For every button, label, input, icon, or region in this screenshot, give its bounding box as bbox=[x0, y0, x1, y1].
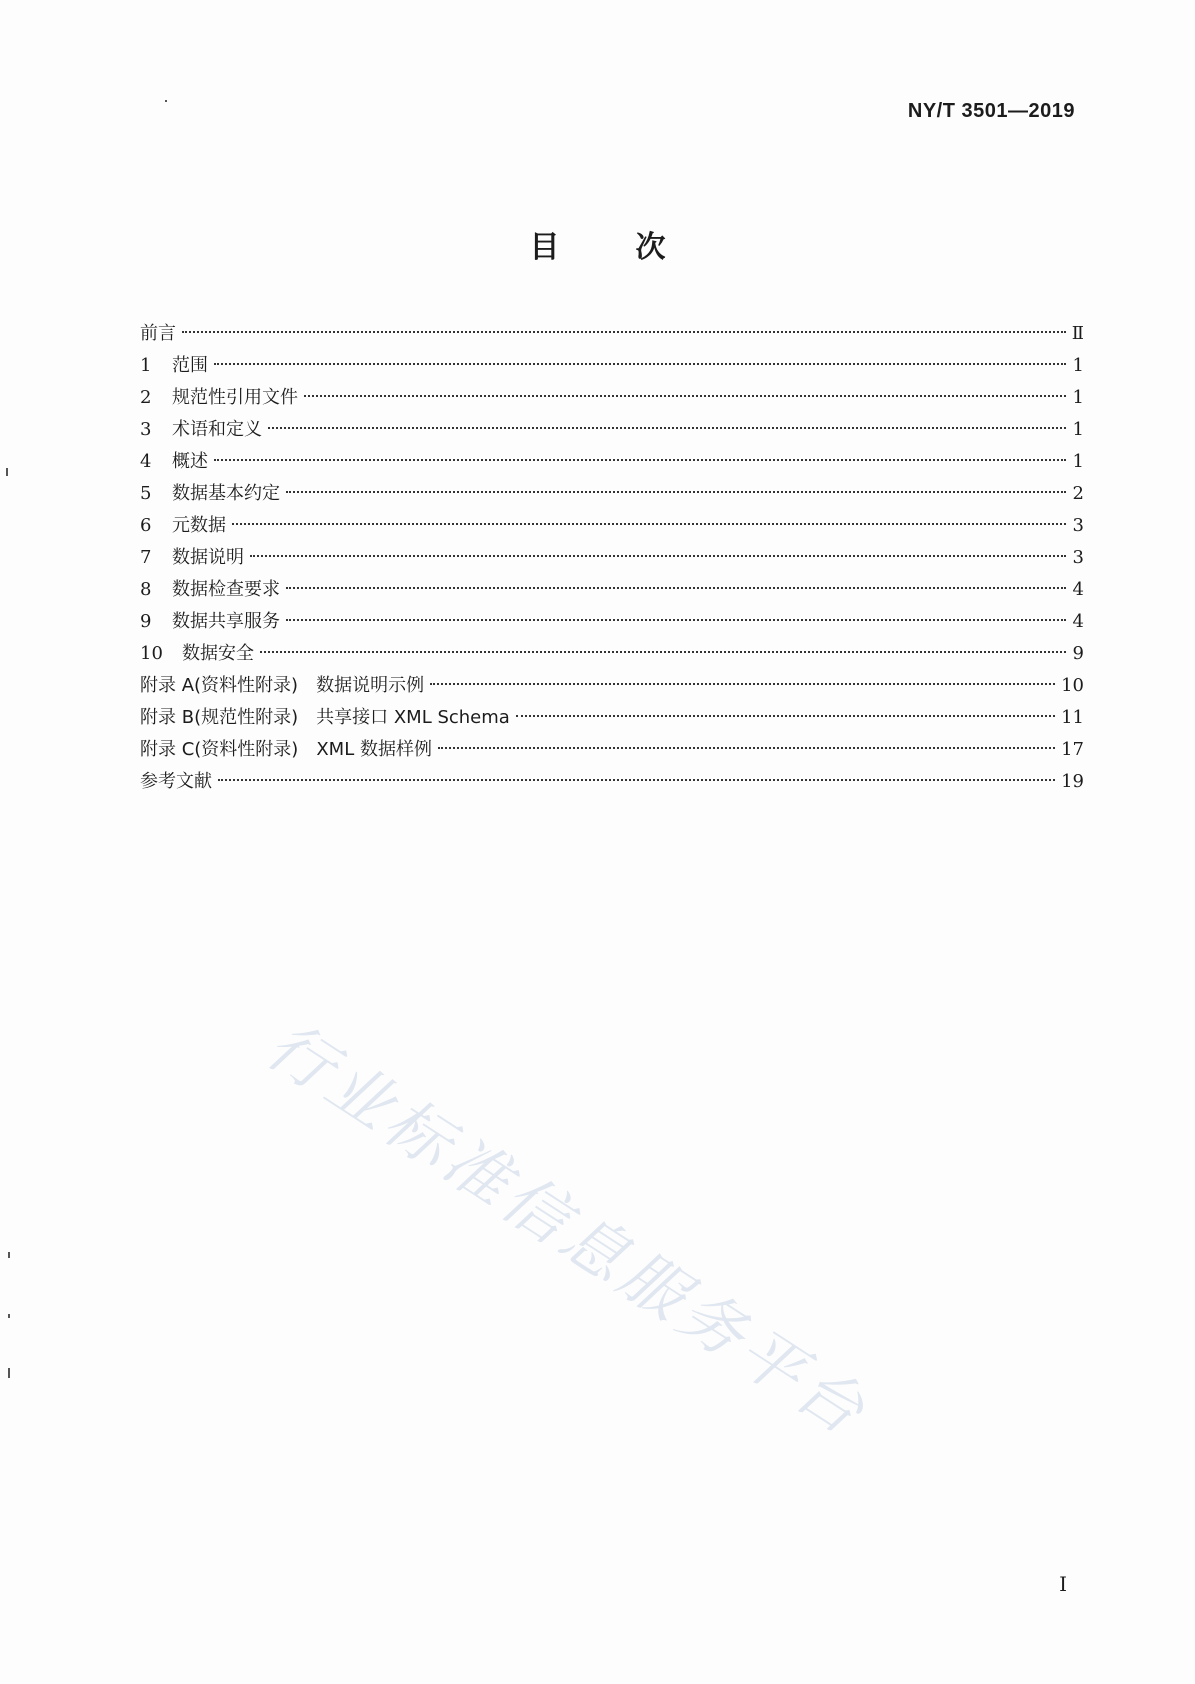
toc-entry-5[interactable] bbox=[140, 478, 1084, 510]
scan-speck bbox=[8, 1314, 10, 1318]
toc-number: 10 bbox=[140, 643, 163, 664]
toc-entry-10[interactable] bbox=[140, 638, 1084, 670]
toc-leader-dots bbox=[516, 715, 1055, 717]
toc-entry-bibliography[interactable] bbox=[140, 766, 1084, 798]
standard-code: NY/T 3501—2019 bbox=[907, 100, 1075, 122]
toc-leader-dots bbox=[268, 427, 1066, 429]
toc-number: 8 bbox=[140, 579, 152, 600]
toc-page: 1 bbox=[1072, 355, 1084, 376]
title-char-1: 目 bbox=[529, 230, 560, 265]
scan-speck bbox=[165, 100, 167, 102]
toc-leader-dots bbox=[214, 363, 1066, 365]
toc-label: 数据基本约定 bbox=[172, 483, 280, 504]
toc-label: 参考文献 bbox=[140, 771, 212, 792]
toc-page: 3 bbox=[1072, 547, 1084, 568]
scan-speck bbox=[8, 1252, 10, 1258]
toc-entry-appendix-a[interactable] bbox=[140, 670, 1084, 702]
title-char-2: 次 bbox=[635, 230, 666, 265]
toc-leader-dots bbox=[218, 779, 1055, 781]
toc-number: 4 bbox=[140, 451, 152, 472]
toc-page: 10 bbox=[1061, 675, 1084, 696]
toc-entry-3[interactable] bbox=[140, 414, 1084, 446]
toc-leader-dots bbox=[232, 523, 1066, 525]
toc-number: 9 bbox=[140, 611, 152, 632]
toc-number: 5 bbox=[140, 483, 152, 504]
toc-label: 数据检查要求 bbox=[172, 579, 280, 600]
toc-page: 3 bbox=[1072, 515, 1084, 536]
toc-page: 9 bbox=[1072, 643, 1084, 664]
toc-entry-1[interactable] bbox=[140, 350, 1084, 382]
toc-leader-dots bbox=[286, 587, 1066, 589]
toc-leader-dots bbox=[214, 459, 1066, 461]
toc-page: 1 bbox=[1072, 387, 1084, 408]
toc-page: 19 bbox=[1061, 771, 1084, 792]
toc-label: 术语和定义 bbox=[172, 419, 262, 440]
toc-entry-2[interactable] bbox=[140, 382, 1084, 414]
scan-speck bbox=[8, 1368, 10, 1378]
toc-leader-dots bbox=[438, 747, 1055, 749]
table-of-contents bbox=[140, 318, 1084, 798]
toc-page: 17 bbox=[1061, 739, 1084, 760]
toc-number: 2 bbox=[140, 387, 152, 408]
page-number: I bbox=[1059, 1572, 1067, 1596]
toc-label: 数据安全 bbox=[182, 643, 254, 664]
toc-label: 数据共享服务 bbox=[172, 611, 280, 632]
toc-leader-dots bbox=[182, 331, 1066, 333]
toc-entry-appendix-c[interactable] bbox=[140, 734, 1084, 766]
toc-number: 7 bbox=[140, 547, 152, 568]
page-title bbox=[0, 222, 1195, 266]
toc-label: 数据说明 bbox=[172, 547, 244, 568]
toc-entry-8[interactable] bbox=[140, 574, 1084, 606]
toc-page: 1 bbox=[1072, 419, 1084, 440]
toc-page: 1 bbox=[1072, 451, 1084, 472]
toc-leader-dots bbox=[260, 651, 1066, 653]
toc-page: 11 bbox=[1061, 707, 1084, 728]
toc-entry-9[interactable] bbox=[140, 606, 1084, 638]
toc-page: Ⅱ bbox=[1071, 323, 1084, 344]
toc-entry-7[interactable] bbox=[140, 542, 1084, 574]
toc-page: 2 bbox=[1072, 483, 1084, 504]
toc-label: 元数据 bbox=[172, 515, 226, 536]
toc-label: 范围 bbox=[172, 355, 208, 376]
toc-entry-appendix-b[interactable] bbox=[140, 702, 1084, 734]
toc-leader-dots bbox=[286, 491, 1066, 493]
toc-number: 6 bbox=[140, 515, 152, 536]
scan-speck bbox=[6, 468, 8, 476]
toc-label: 附录 A(资料性附录) 数据说明示例 bbox=[140, 675, 425, 696]
toc-label: 附录 C(资料性附录) XML 数据样例 bbox=[140, 739, 432, 760]
toc-number: 3 bbox=[140, 419, 152, 440]
toc-label: 前言 bbox=[140, 323, 176, 344]
toc-page: 4 bbox=[1072, 579, 1084, 600]
toc-entry-foreword[interactable] bbox=[140, 318, 1084, 350]
toc-label: 附录 B(规范性附录) 共享接口 XML Schema bbox=[140, 707, 510, 728]
toc-label: 概述 bbox=[172, 451, 208, 472]
toc-number: 1 bbox=[140, 355, 152, 376]
toc-entry-4[interactable] bbox=[140, 446, 1084, 478]
toc-leader-dots bbox=[286, 619, 1066, 621]
toc-label: 规范性引用文件 bbox=[172, 387, 298, 408]
toc-entry-6[interactable] bbox=[140, 510, 1084, 542]
toc-leader-dots bbox=[430, 683, 1055, 685]
watermark-text: 行业标准信息服务平台 bbox=[253, 1008, 881, 1452]
toc-leader-dots bbox=[250, 555, 1066, 557]
toc-page: 4 bbox=[1072, 611, 1084, 632]
toc-leader-dots bbox=[304, 395, 1066, 397]
